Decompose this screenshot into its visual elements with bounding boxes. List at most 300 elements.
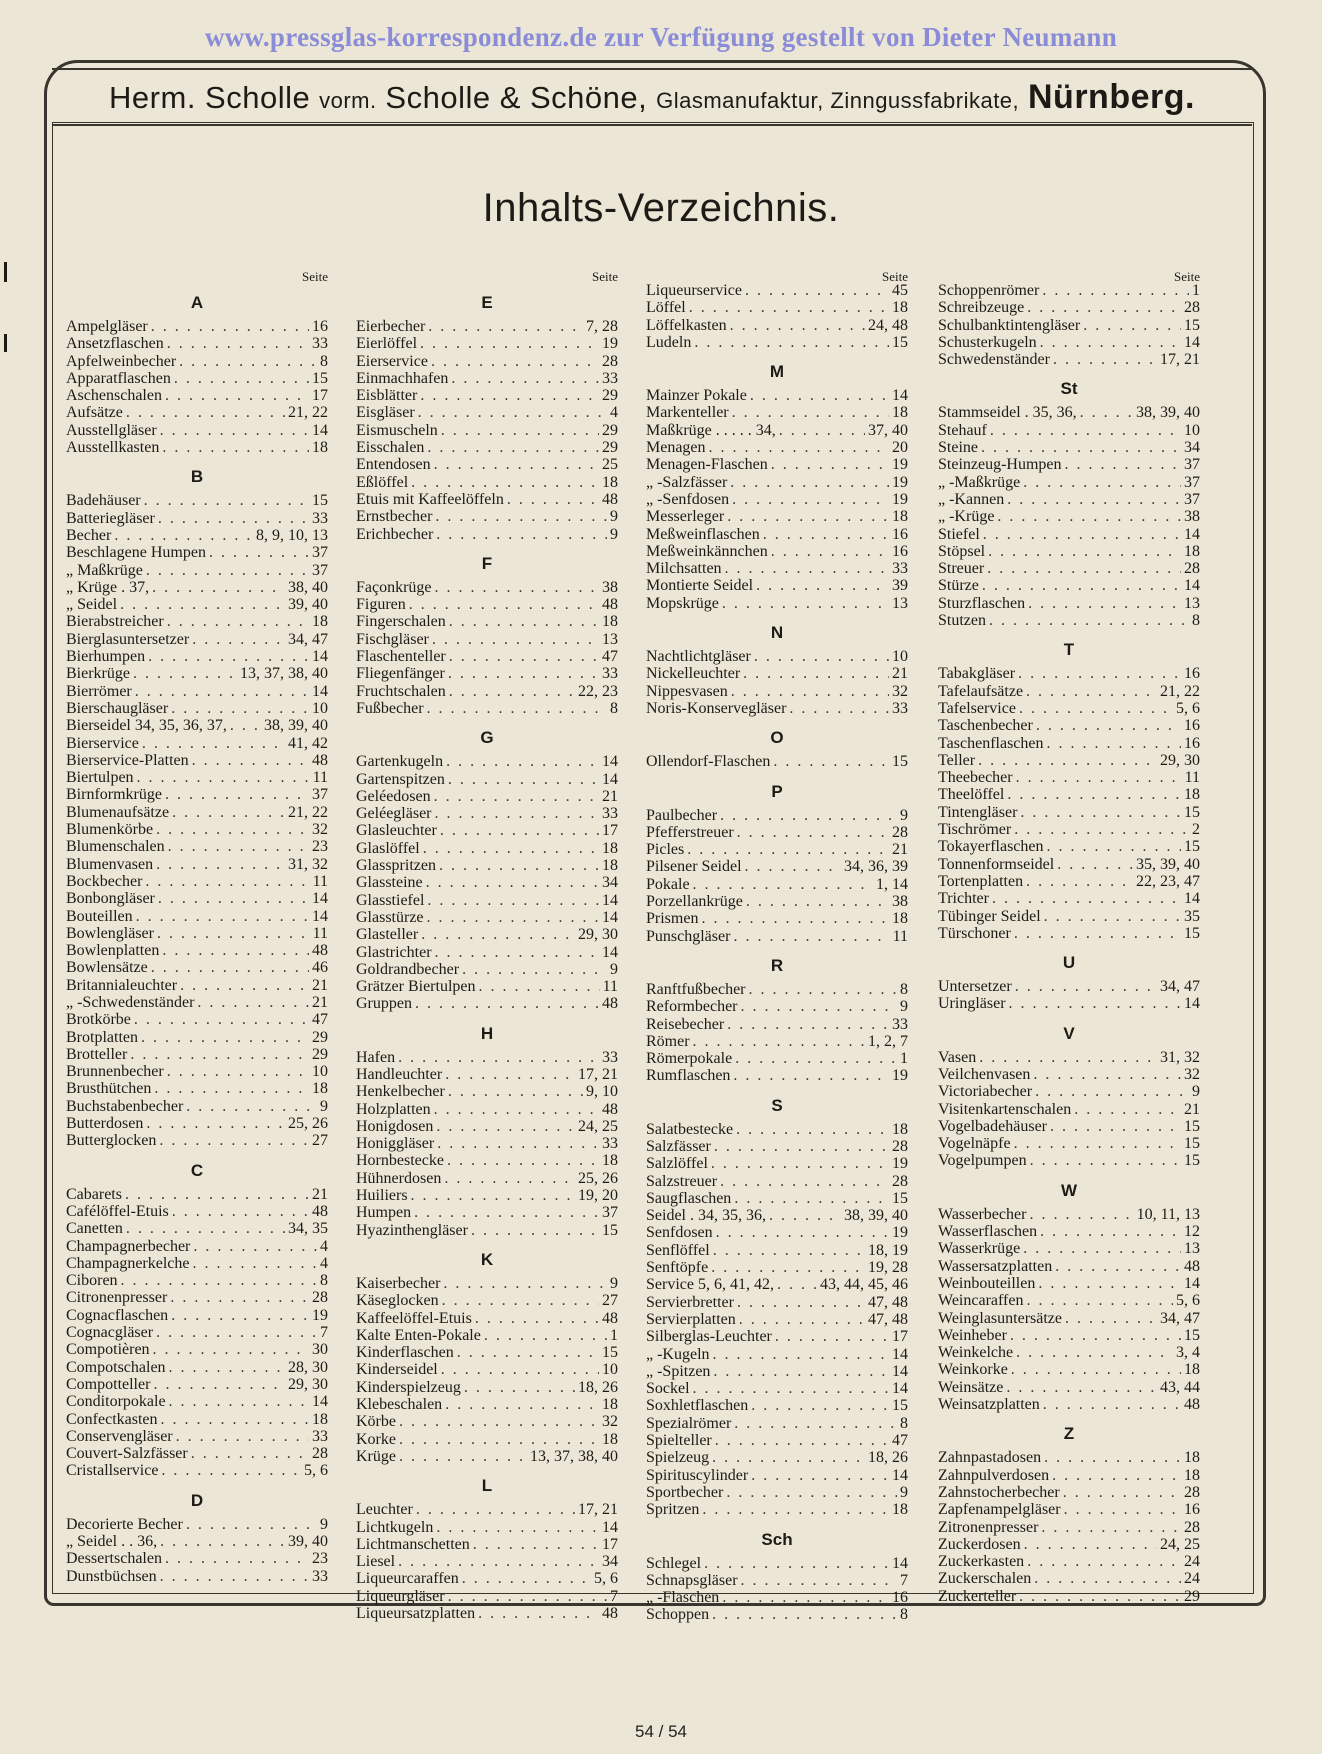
entry-pages: 8 [320, 1272, 328, 1290]
leader-dots [1038, 1275, 1181, 1292]
entry-term: Vogelbadehäuser [938, 1117, 1047, 1135]
entry-term: Compotièren [66, 1341, 150, 1359]
entry-pages: 8 [900, 980, 908, 998]
entry-term: Schwedenständer [938, 351, 1050, 369]
entry-term: Leuchter [356, 1501, 413, 1519]
entry-pages: 37 [312, 544, 328, 562]
leader-dots [168, 838, 309, 855]
entry-pages: 18 [312, 1080, 328, 1098]
binding-mark [4, 262, 7, 282]
index-entry [646, 1415, 908, 1432]
index-entry [646, 1190, 908, 1207]
index-entry [66, 1445, 328, 1462]
leader-dots [712, 1606, 897, 1623]
entry-term: Bierabstreicher [66, 613, 164, 631]
entry-pages: 18 [602, 1430, 618, 1448]
entry-term: Porzellankrüge [646, 893, 743, 911]
leader-dots [133, 665, 237, 682]
index-entry [938, 1449, 1200, 1466]
leader-dots [423, 840, 599, 857]
section-letter: D [190, 1490, 204, 1510]
index-entry [66, 1046, 328, 1063]
index-entry [646, 299, 908, 316]
entry-term: Blumenkörbe [66, 821, 154, 839]
index-entry [646, 404, 908, 421]
entry-pages: 34, 35 [288, 1220, 328, 1238]
leader-dots [712, 1449, 865, 1466]
entry-term: Champagnerkelche [66, 1254, 190, 1272]
leader-dots [398, 1049, 599, 1066]
entry-pages: 47, 48 [868, 1310, 908, 1328]
index-entry [356, 1152, 618, 1169]
entry-term: Soxhletflaschen [646, 1397, 749, 1415]
index-entry [66, 335, 328, 352]
entry-pages: 38, 39, 40 [264, 717, 328, 735]
entry-term: „ -Kannen [938, 490, 1005, 508]
leader-dots [193, 1255, 318, 1272]
leader-dots [730, 317, 865, 334]
leader-dots [1028, 595, 1181, 612]
leader-dots [126, 404, 285, 421]
entry-term: Schoppen [646, 1606, 710, 1624]
entry-term: Visitenkartenschalen [938, 1100, 1072, 1118]
entry-term: „ -Kugeln [646, 1345, 710, 1363]
entry-pages: 17 [602, 822, 618, 840]
entry-pages: 29 [602, 387, 618, 405]
section-letter: A [190, 293, 204, 312]
leader-dots [434, 456, 599, 473]
index-entry [66, 1462, 328, 1479]
entry-term: Stammseidel . 35, 36, [938, 404, 1077, 422]
leader-dots [1027, 299, 1181, 316]
leader-dots [756, 577, 889, 594]
index-entry [938, 700, 1200, 717]
entry-term: Holzplatten [356, 1100, 431, 1118]
index-entry [646, 1050, 908, 1067]
entry-term: Fischgläser [356, 630, 429, 648]
entry-term: Steinzeug-Humpen [938, 456, 1062, 474]
index-entry [646, 1121, 908, 1138]
index-entry [66, 804, 328, 821]
leader-dots [1047, 735, 1182, 752]
entry-term: Picles [646, 841, 685, 859]
leader-dots [1018, 665, 1181, 682]
leader-dots [449, 683, 575, 700]
leader-dots [162, 942, 309, 959]
entry-pages: 11 [312, 924, 328, 942]
leader-dots [191, 1445, 309, 1462]
leader-dots [161, 1462, 301, 1479]
index-entry [938, 422, 1200, 439]
leader-dots [1019, 1588, 1181, 1605]
index-entry [938, 838, 1200, 855]
entry-pages: 34 [1184, 439, 1200, 457]
leader-dots [153, 1376, 285, 1393]
entry-term: Bonbongläser [66, 890, 155, 908]
leader-dots [741, 998, 897, 1015]
entry-pages: 15 [892, 333, 908, 351]
leader-dots [714, 1138, 889, 1155]
entry-term: Wasserkrüge [938, 1240, 1021, 1258]
index-entry [66, 1220, 328, 1237]
entry-term: Butterglocken [66, 1132, 157, 1150]
entry-pages: 14 [1184, 1274, 1200, 1292]
entry-term: Geléegläser [356, 805, 432, 823]
index-entry [356, 1135, 618, 1152]
index-entry [66, 1324, 328, 1341]
index-entry [646, 1346, 908, 1363]
entry-pages: 18 [602, 857, 618, 875]
entry-term: Stürze [938, 577, 979, 595]
index-entry [66, 786, 328, 803]
leader-dots [448, 665, 599, 682]
entry-pages: 14 [892, 1554, 908, 1572]
index-entry [938, 995, 1200, 1012]
leader-dots [445, 1396, 599, 1413]
entry-term: Couvert-Salzfässer [66, 1445, 188, 1463]
entry-pages: 9, 10 [586, 1083, 618, 1101]
entry-term: Sockel [646, 1380, 690, 1398]
entry-term: Compotschalen [66, 1358, 166, 1376]
leader-dots [704, 1555, 889, 1572]
entry-pages: 16 [1184, 717, 1200, 735]
entry-term: Römerpokale [646, 1050, 733, 1068]
leader-dots [1015, 978, 1157, 995]
entry-term: Service 5, 6, 41, 42, [646, 1276, 774, 1294]
leader-dots [720, 807, 897, 824]
entry-term: Erichbecher [356, 525, 434, 543]
leader-dots [130, 1046, 309, 1063]
index-entry [938, 1135, 1200, 1152]
entry-term: Fliegenfänger [356, 665, 445, 683]
entry-term: Liesel [356, 1553, 396, 1571]
leader-dots [720, 1173, 889, 1190]
leader-dots [437, 1135, 599, 1152]
entry-term: Bierrömer [66, 682, 132, 700]
index-entry [938, 908, 1200, 925]
index-entry [66, 613, 328, 630]
leader-dots [135, 683, 309, 700]
index-entry [66, 890, 328, 907]
entry-pages: 32 [602, 1413, 618, 1431]
entry-term: Tonnenformseidel [938, 855, 1055, 873]
leader-dots [1007, 786, 1181, 803]
entry-term: Weinsatzplatten [938, 1396, 1040, 1414]
leader-dots [409, 596, 599, 613]
entry-term: Schnapsgläser [646, 1571, 738, 1589]
entry-term: Zuckerdosen [938, 1535, 1021, 1553]
index-entry [356, 1588, 618, 1605]
entry-term: Huiliers [356, 1187, 408, 1205]
index-entry [66, 1132, 328, 1149]
section-letter: Sch [761, 1529, 793, 1549]
index-entry [356, 1344, 618, 1361]
entry-term: Zahnstocherbecher [938, 1483, 1060, 1501]
index-entry [646, 1589, 908, 1606]
leader-dots [144, 492, 309, 509]
entry-term: Bierhumpen [66, 648, 146, 666]
entry-pages: 27 [312, 1132, 328, 1150]
entry-term: Hyazinthengläser [356, 1221, 468, 1239]
entry-pages: 48 [312, 751, 328, 769]
index-entry [646, 422, 908, 439]
entry-pages: 31, 32 [288, 855, 328, 873]
entry-term: Korke [356, 1430, 396, 1448]
index-entry [356, 1292, 618, 1309]
index-entry [938, 543, 1200, 560]
index-entry [66, 353, 328, 370]
leader-dots [1033, 1066, 1181, 1083]
entry-pages: 33 [312, 335, 328, 353]
leader-dots [1026, 1292, 1173, 1309]
leader-dots [464, 1379, 575, 1396]
leader-dots [1042, 282, 1189, 299]
leader-dots [732, 491, 889, 508]
leader-dots [141, 1029, 309, 1046]
entry-term: Rumflaschen [646, 1067, 731, 1085]
entry-pages: 18 [602, 1396, 618, 1414]
index-entry [356, 1519, 618, 1536]
entry-term: Becher [66, 526, 112, 544]
entry-term: Glasleuchter [356, 822, 437, 840]
index-entry [938, 1570, 1200, 1587]
index-entry [938, 1379, 1200, 1396]
entry-pages: 15 [312, 369, 328, 387]
leader-dots [750, 387, 889, 404]
leader-dots [156, 1324, 317, 1341]
binding-mark [4, 334, 7, 352]
index-entry [356, 491, 618, 508]
index-entry [938, 1536, 1200, 1553]
entry-pages: 1, 14 [876, 875, 908, 893]
leader-dots [733, 928, 889, 945]
entry-term: Kaffeelöffel-Etuis [356, 1309, 472, 1327]
leader-dots [777, 1276, 817, 1293]
entry-pages: 33 [312, 509, 328, 527]
leader-dots [436, 1118, 575, 1135]
leader-dots [775, 1328, 889, 1345]
entry-term: Pfefferstreuer [646, 823, 734, 841]
entry-pages: 8 [320, 352, 328, 370]
entry-pages: 15 [892, 753, 908, 771]
entry-term: Milchsatten [646, 560, 722, 578]
entry-pages: 10 [312, 699, 328, 717]
index-entry [66, 959, 328, 976]
index-entry [938, 786, 1200, 803]
index-entry [646, 665, 908, 682]
index-entry [646, 1449, 908, 1466]
index-entry [938, 769, 1200, 786]
index-entry [938, 821, 1200, 838]
leader-dots [749, 981, 897, 998]
index-entry [646, 508, 908, 525]
entry-pages: 18 [1184, 786, 1200, 804]
entry-term: „ Seidel . . 36, [66, 1533, 158, 1550]
section-letter: Z [1063, 1424, 1075, 1444]
entry-pages: 10 [892, 648, 908, 666]
leader-dots [427, 892, 599, 909]
index-entry [356, 1570, 618, 1587]
index-entry [938, 508, 1200, 525]
entry-term: Schoppenrömer [938, 282, 1040, 299]
leader-dots [167, 335, 309, 352]
entry-term: Löffelkasten [646, 316, 727, 334]
entry-term: Liqueurservice [646, 282, 742, 299]
leader-dots [448, 1083, 583, 1100]
leader-dots [689, 299, 889, 316]
entry-pages: 14 [602, 891, 618, 909]
entry-term: Henkelbecher [356, 1083, 445, 1101]
leader-dots [126, 1220, 285, 1237]
leader-dots [789, 700, 889, 717]
letterhead [52, 68, 1252, 126]
entry-pages: 28 [1184, 299, 1200, 317]
index-entry [646, 491, 908, 508]
entry-pages: 8 [900, 1414, 908, 1432]
entry-term: Messerleger [646, 508, 725, 526]
leader-dots [737, 824, 889, 841]
entry-term: „ -Salzfässer [646, 473, 728, 491]
leader-dots [1040, 334, 1181, 351]
index-entry [66, 1393, 328, 1410]
index-entry [938, 404, 1200, 421]
entry-pages: 9 [320, 1515, 328, 1533]
leader-dots [484, 1327, 607, 1344]
entry-term: Eisblätter [356, 387, 418, 405]
letterhead-text [109, 78, 1195, 117]
leader-dots [737, 1294, 865, 1311]
index-column-1 [66, 269, 328, 1585]
entry-term: „ -Spitzen [646, 1362, 711, 1380]
entry-term: Steine [938, 439, 978, 457]
leader-dots [125, 1186, 309, 1203]
leader-dots [771, 456, 889, 473]
entry-pages: 14 [602, 908, 618, 926]
leader-dots [154, 1080, 309, 1097]
index-entry [646, 998, 908, 1015]
entry-pages: 1 [900, 1050, 908, 1068]
leader-dots [1024, 1536, 1157, 1553]
entry-term: Nickelleuchter [646, 665, 741, 683]
leader-dots [1023, 474, 1181, 491]
entry-pages: 34 [602, 1553, 618, 1571]
index-entry [66, 994, 328, 1011]
index-entry [938, 735, 1200, 752]
leader-dots [441, 422, 599, 439]
leader-dots [156, 821, 309, 838]
entry-term: Zitronenpresser [938, 1518, 1039, 1536]
entry-term: Spritzen [646, 1501, 700, 1519]
leader-dots [427, 439, 599, 456]
section-letter: U [1062, 953, 1076, 973]
entry-term: Batteriegläser [66, 509, 155, 527]
leader-dots [1074, 1101, 1181, 1118]
entry-pages: 15 [1184, 1152, 1200, 1170]
entry-pages: 39, 40 [288, 596, 328, 614]
entry-term: Bowlengläser [66, 924, 154, 942]
entry-term: Spielteller [646, 1432, 712, 1450]
section-letter: E [481, 293, 493, 312]
entry-pages: 48 [602, 995, 618, 1013]
entry-term: Tokayerflaschen [938, 838, 1044, 856]
entry-term: Handleuchter [356, 1065, 443, 1083]
leader-dots [435, 805, 599, 822]
entry-pages: 33 [892, 560, 908, 578]
entry-term: Brunnenbecher [66, 1063, 164, 1081]
entry-term: Weinheber [938, 1326, 1007, 1344]
index-entry [938, 1292, 1200, 1309]
index-entry [356, 370, 618, 387]
leader-dots [743, 665, 889, 682]
leader-dots [197, 994, 309, 1011]
leader-dots [427, 909, 599, 926]
entry-pages: 21 [1184, 1100, 1200, 1118]
leader-dots [1063, 1484, 1181, 1501]
index-entry [356, 995, 618, 1012]
entry-pages: 14 [892, 1380, 908, 1398]
index-entry [356, 1431, 618, 1448]
leader-dots [172, 804, 285, 821]
index-entry [938, 1327, 1200, 1344]
entry-pages: 21 [602, 787, 618, 805]
entry-term: Dunstbüchsen [66, 1567, 157, 1585]
entry-term: Ansetzflaschen [66, 335, 164, 353]
index-entry [66, 404, 328, 421]
entry-pages: 48 [602, 596, 618, 614]
entry-pages: 7 [610, 1587, 618, 1605]
entry-pages: 14 [892, 1345, 908, 1363]
entry-term: Ranftfußbecher [646, 980, 746, 998]
leader-dots [507, 491, 599, 508]
company-vorm: vorm. [319, 87, 377, 113]
entry-pages: 13 [892, 594, 908, 612]
leader-dots [159, 1132, 309, 1149]
entry-pages: 18, 26 [578, 1378, 618, 1396]
leader-dots [439, 857, 599, 874]
entry-term: Pokale [646, 875, 690, 893]
entry-term: Bouteillen [66, 907, 133, 925]
index-entry [938, 1467, 1200, 1484]
entry-term: Honiggläser [356, 1135, 435, 1153]
leader-dots [153, 1341, 309, 1358]
entry-term: Blumenaufsätze [66, 803, 170, 821]
section-letter: H [480, 1023, 494, 1043]
entry-term: Brusthütchen [66, 1080, 152, 1098]
index-entry [938, 1049, 1200, 1066]
leader-dots [1080, 404, 1133, 421]
entry-term: Spielzeug [646, 1449, 710, 1467]
entry-term: Salzstreuer [646, 1172, 718, 1190]
entry-pages: 48 [1184, 1396, 1200, 1414]
leader-dots [142, 735, 285, 752]
leader-dots [1010, 1327, 1181, 1344]
leader-dots [399, 1448, 527, 1465]
seite-label: Seite [302, 269, 328, 284]
index-entry [938, 1118, 1200, 1135]
index-entry [646, 928, 908, 945]
entry-term: Servierbretter [646, 1293, 734, 1311]
entry-term: Salzlöffel [646, 1155, 708, 1173]
entry-pages: 14 [1184, 890, 1200, 908]
leader-dots [442, 1292, 599, 1309]
index-entry [938, 351, 1200, 368]
entry-term: Zapfenampelgläser [938, 1501, 1061, 1519]
entry-term: Weinkelche [938, 1344, 1014, 1362]
entry-term: Römer [646, 1032, 690, 1050]
entry-pages: 3, 4 [1176, 1344, 1200, 1362]
leader-dots [1044, 1449, 1181, 1466]
leader-dots [715, 1432, 889, 1449]
